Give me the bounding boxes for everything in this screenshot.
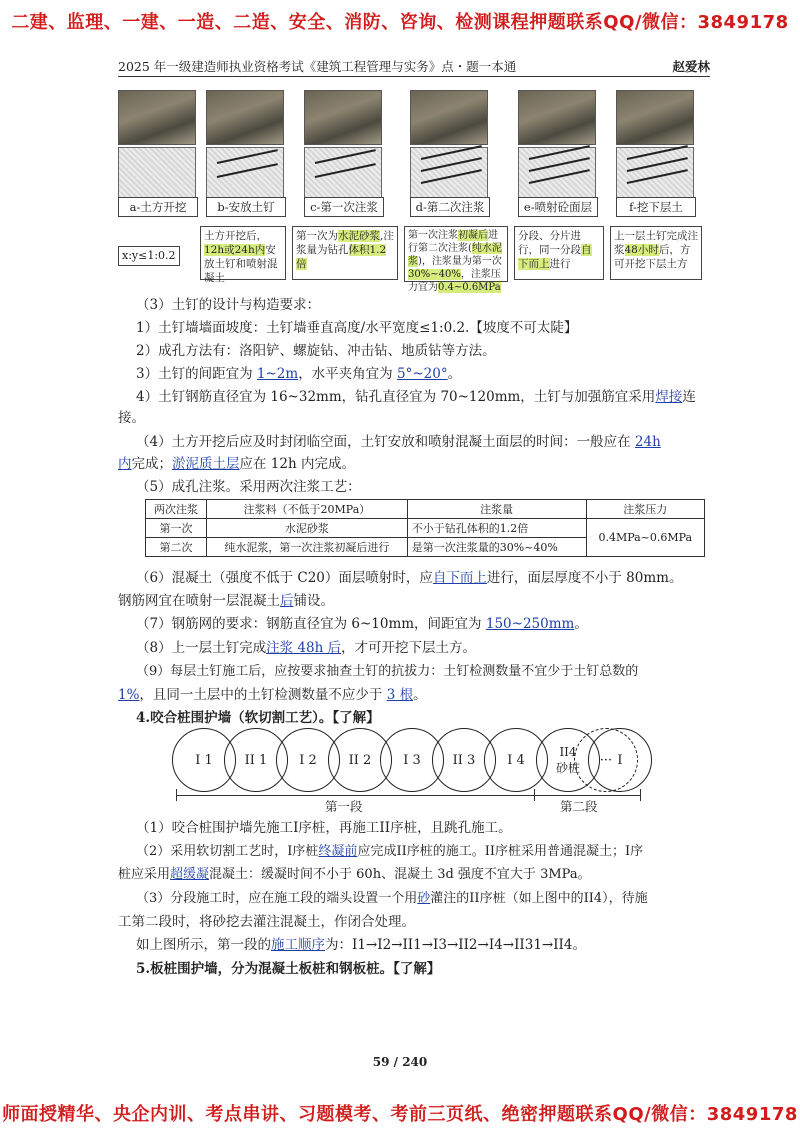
section-4-cont: 内完成；淤泥质土层应在 12h 内完成。 [118,456,355,472]
rule-3: 3）土钉的间距宜为 1~2m，水平夹角宜为 5°~20°。 [136,366,462,382]
pile: II 3 [432,728,496,792]
photo-c [304,90,382,145]
section-9: （9）每层土钉施工后，应按要求抽查土钉的抗拔力：土钉检测数量不宜少于土钉总数的 [136,664,639,679]
section-6-cont: 钢筋网宜在喷射一层混凝土后铺设。 [118,593,334,609]
step-e-desc: 分段、分片进行，同一分段自下而上进行 [514,226,604,280]
slope-note: x:y≤1:0.2 [118,246,180,266]
section-9-cont: 1%，且同一土层中的土钉检测数量不应少于 3 根。 [118,687,427,703]
pile: I 4 [484,728,548,792]
rule-4: 4）土钉钢筋直径宜为 16~32mm，钻孔直径宜为 70~120mm，土钉与加强筋宜采用焊接连 [136,389,696,405]
section-6: （6）混凝土（强度不低于 C20）面层喷射时，应自下而上进行，面层厚度不小于 80mm。 [136,570,683,586]
segment-line [176,795,640,796]
page-header [118,55,710,77]
bottom-banner: 师面授精华、央企内训、考点串讲、习题模考、考前三页纸、绝密押题联系QQ/微信：3849178 [2,1104,798,1125]
pile-rule-1: （1）咬合桩围护墙先施工I序桩，再施工II序桩，且跳孔施工。 [136,820,512,836]
pile-rule-3-cont: 工第二段时，将砂挖去灌注混凝土，作闭合处理。 [118,914,415,930]
rule-2: 2）成孔方法有：洛阳铲、螺旋钻、冲击钻、地质钻等方法。 [136,343,496,359]
photo-d [410,90,488,145]
grouting-table [145,499,705,557]
pile-placeholder: ··· [574,728,638,792]
pile: I 2 [276,728,340,792]
section-5: （5）成孔注浆。采用两次注浆工艺： [136,479,361,495]
table-header-row: 两次注浆 注浆料（不低于20MPa） 注浆量 注浆压力 [146,500,705,519]
segment-second-label: 第二段 [560,799,598,814]
rule-4-cont: 接。 [118,410,145,426]
step-caption: d-第二次注浆 [410,197,490,217]
step-d-desc: 第一次注浆初凝后进行第二次注浆(纯水泥浆)，注浆量为第一次30%~40%，注浆压力宜为0.4~0.6MPa [404,226,508,282]
header-title: 2025 年一级建造师执业资格考试《建筑工程管理与实务》点・题一本通 [118,59,517,74]
step-b-desc: 土方开挖后，12h或24h内安放土钉和喷射混凝土 [200,226,286,280]
photo-a [118,90,196,145]
header-author: 赵爱林 [672,59,710,74]
step-caption: b-安放土钉 [206,197,286,217]
pile-sequence: 如上图所示，第一段的施工顺序为：I1→I2→II1→I3→II2→I4→II31→II4。 [136,937,586,953]
pile-rule-2-cont: 桩应采用超缓凝混凝土：缓凝时间不小于 60h、混凝土 3d 强度不宜大于 3MPa。 [118,867,591,882]
pile-rule-3: （3）分段施工时，应在施工段的端头设置一个用砂灌注的II序桩（如上图中的II4），待施 [136,891,648,906]
step-caption: c-第一次注浆 [304,197,384,217]
section-4: （4）土方开挖后应及时封闭临空面，土钉安放和喷射混凝土面层的时间：一般应在 24h [136,434,661,450]
pile: I 3 [380,728,444,792]
top-banner: 二建、监理、一建、一造、二造、安全、消防、咨询、检测课程押题联系QQ/微信：3849178 [11,12,789,33]
step-c-desc: 第一次为水泥砂浆,注浆量为钻孔体积1.2倍 [292,226,398,280]
section-8: （8）上一层土钉完成注浆 48h 后，才可开挖下层土方。 [136,640,477,656]
pile: I 1 [172,728,236,792]
step-f-desc: 上一层土钉完成注浆48小时后，方可开挖下层土方 [610,226,702,280]
photo-f [616,90,694,145]
section-3-title: （3）土钉的设计与构造要求： [136,297,321,313]
step-caption: e-喷射砼面层 [518,197,598,217]
segment-first-label: 第一段 [325,799,363,814]
photo-b [206,90,284,145]
table-row: 第二次 纯水泥浆，第一次注浆初凝后进行 是第一次注浆量的30%~40% [146,538,705,557]
step-caption: f-挖下层土 [616,197,696,217]
pile: II 1 [224,728,288,792]
pile-rule-2: （2）采用软切割工艺时，I序桩终凝前应完成II序桩的施工。II序桩采用普通混凝土；I序 [136,844,644,859]
pile: II 2 [328,728,392,792]
table-row: 第一次 水泥砂浆 不小于钻孔体积的1.2倍 0.4MPa~0.6MPa [146,519,705,538]
step-caption: a-土方开挖 [118,197,198,217]
heading-4: 4.咬合桩围护墙（软切割工艺）。【了解】 [136,710,380,726]
page-number: 59 / 240 [372,1055,428,1069]
heading-5: 5.板桩围护墙，分为混凝土板桩和钢板桩。【了解】 [136,961,441,977]
section-7: （7）钢筋网的要求：钢筋直径宜为 6~10mm，间距宜为 150~250mm。 [136,616,588,632]
pile-diagram [172,728,632,808]
sand-pile: II4 砂桩 [536,728,600,792]
pile: I [588,728,652,792]
photo-e [518,90,596,145]
rule-1: 1）土钉墙墙面坡度：土钉墙垂直高度/水平宽度≤1:0.2.【坡度不可太陡】 [136,320,578,336]
